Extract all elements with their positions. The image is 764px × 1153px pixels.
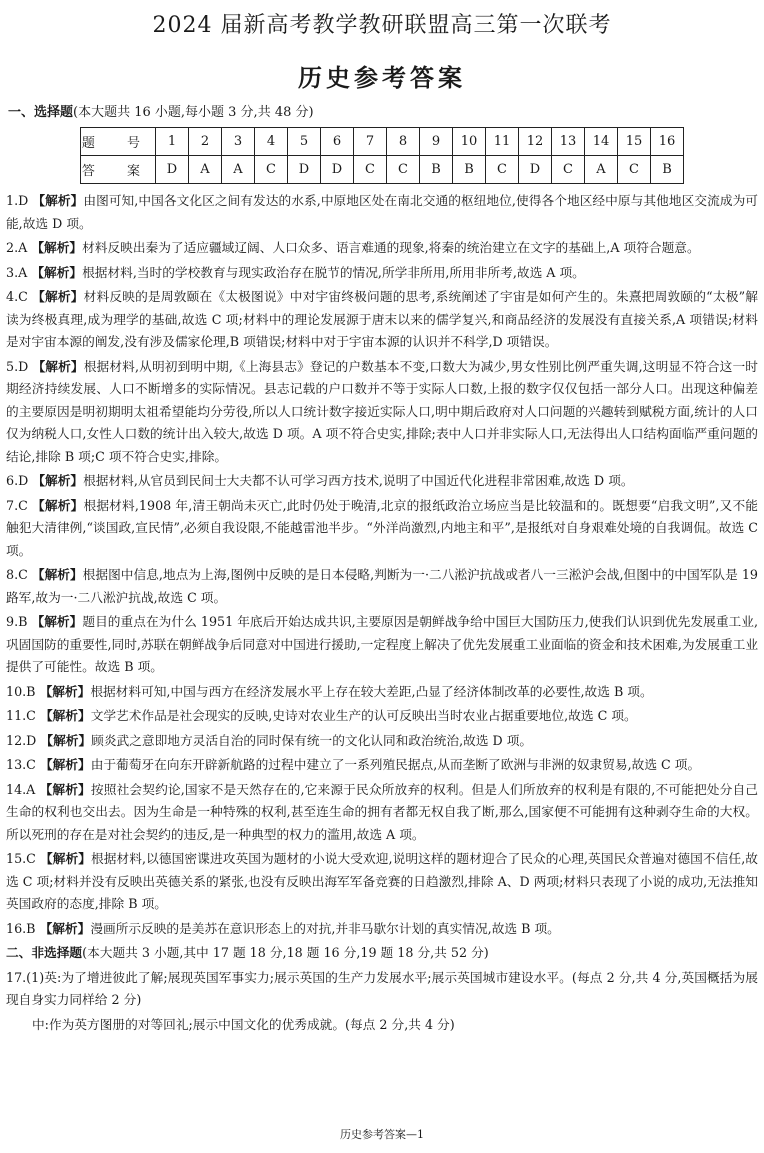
- section2-heading: [6, 942, 758, 965]
- explanation-text: 顾炎武之意即地方灵活自治的同时保有统一的文化认同和政治统治,故选 D 项。: [91, 732, 533, 748]
- explanation-text: 由图可知,中国各文化区之间有发达的水系,中原地区处在南北交通的枢纽地位,使得各个地区经中原与其他地区交流成为可能,故选 D 项。: [6, 193, 758, 231]
- answer-explanation-item: [6, 495, 758, 563]
- answer-cell: B: [420, 156, 453, 184]
- explanation-text: 文学艺术作品是社会现实的反映,史诗对农业生产的认可反映出当时农业占据重要地位,故选 C 项。: [90, 708, 637, 723]
- answer-explanation-item: [6, 190, 758, 235]
- answer-explanation-item: [6, 356, 758, 469]
- question-number-cell: 8: [387, 128, 420, 156]
- answer-cell: C: [255, 156, 288, 184]
- item-number: 1.D: [6, 193, 29, 208]
- answer-cell: C: [618, 156, 651, 184]
- item-number: 13.C: [6, 757, 36, 772]
- answer-explanation-item: [6, 730, 758, 753]
- answer-cell: D: [288, 156, 321, 184]
- question-number-cell: 12: [519, 128, 552, 156]
- item-number: 8.C: [6, 567, 28, 582]
- answer-items: [6, 190, 758, 1038]
- exam-header-title: 2024 届新高考教学教研联盟高三第一次联考: [152, 13, 612, 38]
- explanation-text: 按照社会契约论,国家不是天然存在的,它来源于民众所放弃的权利。但是人们所放弃的权利是有限的,不可能把处分自己生命的权利也交出去。因为生命是一种特殊的权利,甚至连生命的拥有者都无权自我了断,那么,国家便不可能拥有这种剥夺生命的大权。所以死刑的存在是对社会契约的违反,是一种典型的权力的滥用,故选 A 项。: [6, 781, 758, 842]
- answer-cell: A: [585, 156, 618, 184]
- question-number-cell: 15: [618, 128, 651, 156]
- document-title: 历史参考答案: [298, 64, 466, 92]
- section1-title: 一、选择题: [8, 105, 74, 120]
- explanation-text: 根据材料,从明初到明中期,《上海县志》登记的户数基本不变,口数大为减少,男女性别比例严重失调,这明显不符合这一时期经济持续发展、人口不断增多的实际情况。县志记载的户口数并不等于实际人口数,上报的数字仅仅包括一部分人口。出现这种偏差的主要原因是明初期明太祖希望能均分劳役,所以人口统计数字接近实际人口,明中期后政府对人口问题的兴趣转到赋税方面,统计的人口仅为纳税人口,女性人口数的统计出入较大,故选 D 项。A 项不符合史实,排除;表中人口并非实际人口,无法得出人口结构面临严重问题的结论,排除 B 项;C 项不符合史实,排除。: [6, 358, 758, 464]
- explanation-text: 由于葡萄牙在向东开辟新航路的过程中建立了一系列殖民据点,从而垄断了欧洲与非洲的奴隶贸易,故选 C 项。: [90, 757, 701, 772]
- explanation-tag: 【解析】: [39, 708, 91, 723]
- explanation-text: 漫画所示反映的是美苏在意识形态上的对抗,并非马歇尔计划的真实情况,故选 B 项。: [90, 920, 560, 936]
- question-number-cell: 7: [354, 128, 387, 156]
- answer-explanation-item: [6, 470, 758, 493]
- explanation-tag: 【解析】: [40, 851, 92, 866]
- answer-cell: A: [222, 156, 255, 184]
- explanation-tag: 【解析】: [31, 567, 83, 582]
- explanation-tag: 【解析】: [39, 781, 91, 797]
- answer-cell: C: [387, 156, 420, 184]
- answer-explanation-item: [6, 237, 758, 260]
- row-label-answer: 答 案: [81, 156, 156, 184]
- item-number: 7.C: [6, 497, 28, 513]
- explanation-text: 根据材料,当时的学校教育与现实政治存在脱节的情况,所学非所用,所用非所考,故选 A 项。: [82, 264, 585, 280]
- item-number: 4.C: [6, 289, 28, 304]
- answer-explanation-item: [6, 681, 758, 704]
- answer-table-answer-row: [81, 156, 684, 184]
- answer-explanation-item: [6, 564, 758, 609]
- item-number: 2.A: [6, 240, 28, 255]
- item-number: 15.C: [6, 851, 36, 866]
- explanation-tag: 【解析】: [40, 732, 92, 748]
- answer-explanation-item: [6, 918, 758, 941]
- answer-table-number-row: [81, 128, 684, 156]
- answer-table: [80, 127, 684, 184]
- explanation-tag: 【解析】: [31, 240, 83, 255]
- item-number: 14.A: [6, 781, 36, 797]
- question-number-cell: 14: [585, 128, 618, 156]
- answer-explanation-item: [6, 779, 758, 847]
- row-label-number: 题 号: [81, 128, 156, 156]
- item-number: 16.B: [6, 920, 36, 936]
- item-number: 12.D: [6, 732, 37, 748]
- question-number-cell: 2: [189, 128, 222, 156]
- explanation-text: 根据材料,从官员到民间士大夫都不认可学习西方技术,说明了中国近代化进程非常困难,故选 D 项。: [83, 473, 634, 488]
- question-number-cell: 16: [651, 128, 684, 156]
- explanation-tag: 【解析】: [39, 757, 91, 772]
- answer-cell: D: [519, 156, 552, 184]
- explanation-tag: 【解析】: [32, 497, 84, 513]
- answer-cell: D: [156, 156, 189, 184]
- q17-part1-china-answer: 中:作为英方图册的对等回礼;展示中国文化的优秀成就。(每点 2 分,共 4 分): [32, 1016, 455, 1032]
- question-number-cell: 13: [552, 128, 585, 156]
- question-number-cell: 11: [486, 128, 519, 156]
- question-number-cell: 9: [420, 128, 453, 156]
- explanation-tag: 【解析】: [31, 614, 83, 629]
- explanation-text: 材料反映出秦为了适应疆域辽阔、人口众多、语言难通的现象,将秦的统治建立在文字的基础上,A 项符合题意。: [82, 240, 700, 255]
- explanation-text: 根据材料可知,中国与西方在经济发展水平上存在较大差距,凸显了经济体制改革的必要性,故选 B 项。: [90, 683, 653, 699]
- explanation-tag: 【解析】: [32, 289, 84, 304]
- explanation-tag: 【解析】: [32, 473, 84, 488]
- answer-explanation-item: [6, 286, 758, 354]
- item-number: 11.C: [6, 708, 36, 723]
- explanation-tag: 【解析】: [32, 193, 84, 208]
- answer-explanation-item: [6, 848, 758, 916]
- item-number: 6.D: [6, 473, 29, 488]
- explanation-tag: 【解析】: [32, 358, 84, 374]
- explanation-text: 根据材料,以德国密谍进攻英国为题材的小说大受欢迎,说明这样的题材迎合了民众的心理,英国民众普遍对德国不信任,故选 C 项;材料并没有反映出英德关系的紧张,也没有反映出海军军备竞赛的日趋激烈,排除 A、D 两项;材料只表现了小说的成功,无法推知英国政府的态度,排除 B 项。: [6, 851, 758, 911]
- answer-explanation-item: [6, 705, 758, 728]
- item-number: 5.D: [6, 358, 29, 374]
- explanation-text: 题目的重点在为什么 1951 年底后开始达成共识,主要原因是朝鲜战争给中国巨大国防压力,使我们认识到优先发展重工业,巩固国防的重要性,同时,苏联在朝鲜战争后同意对中国进行援助,一定程度上解决了优先发展重工业面临的资金和技术困难,为发展重工业提供了可能性。故选 B 项。: [6, 614, 759, 674]
- explanation-text: 根据图中信息,地点为上海,图例中反映的是日本侵略,判断为一·二八淞沪抗战或者八一三淞沪会战,但图中的中国军队是 19 路军,故为一·二八淞沪抗战,故选 C 项。: [6, 567, 758, 605]
- answer-cell: A: [189, 156, 222, 184]
- question-number-cell: 4: [255, 128, 288, 156]
- answer-cell: B: [453, 156, 486, 184]
- answer-cell: C: [354, 156, 387, 184]
- answer-cell: D: [321, 156, 354, 184]
- explanation-tag: 【解析】: [39, 920, 91, 936]
- section2-note: (本大题共 3 小题,其中 17 题 18 分,18 题 16 分,19 题 18 分,共 52 分): [82, 945, 489, 960]
- section1-note: (本大题共 16 小题,每小题 3 分,共 48 分): [73, 105, 314, 120]
- answer-cell: C: [486, 156, 519, 184]
- explanation-text: 材料反映的是周敦颐在《太极图说》中对宇宙终极问题的思考,系统阐述了宇宙是如何产生的。朱熹把周敦颐的“太极”解读为终极真理,成为理学的基础,故选 C 项;材料中的理论发展源于唐末以来的儒学复兴,和商品经济的发展没有直接关系,A 项错误;材料是对宇宙本源的阐发,没有涉及儒家伦理,B 项错误;材料中对于宇宙本源的认识并不科学,D 项错误。: [6, 289, 758, 349]
- answer-explanation-item: [6, 754, 758, 777]
- item-number: 3.A: [6, 264, 28, 280]
- question-number-cell: 5: [288, 128, 321, 156]
- question-number-cell: 3: [222, 128, 255, 156]
- section1-heading: [8, 101, 314, 120]
- answer-cell: C: [552, 156, 585, 184]
- item-number: 9.B: [6, 614, 28, 629]
- answer-explanation-item: [6, 611, 758, 679]
- question-number-cell: 10: [453, 128, 486, 156]
- explanation-text: 根据材料,1908 年,清王朝尚未灭亡,此时仍处于晚清,北京的报纸政治立场应当是比较温和的。既想要“启我文明”,又不能触犯大清律例,“谈国政,宣民情”,必须自我设限,不能越雷池半步。“外洋尚激烈,内地主和平”,是报纸对自身艰难处境的自我调侃。故选 C 项。: [6, 497, 758, 558]
- question-number-cell: 6: [321, 128, 354, 156]
- section2-title: 二、非选择题: [6, 945, 83, 960]
- explanation-tag: 【解析】: [31, 264, 83, 280]
- question-number-cell: 1: [156, 128, 189, 156]
- item-number: 10.B: [6, 683, 36, 699]
- answer-explanation-item: [6, 262, 758, 285]
- q17-part1-answer: 17.(1)英:为了增进彼此了解;展现英国军事实力;展示英国的生产力发展水平;展示英国城市建设水平。(每点 2 分,共 4 分,英国概括为展现自身实力同样给 2 分): [6, 969, 758, 1007]
- answer-cell: B: [651, 156, 684, 184]
- explanation-tag: 【解析】: [39, 683, 91, 699]
- page-footer: 历史参考答案—1: [340, 1128, 424, 1141]
